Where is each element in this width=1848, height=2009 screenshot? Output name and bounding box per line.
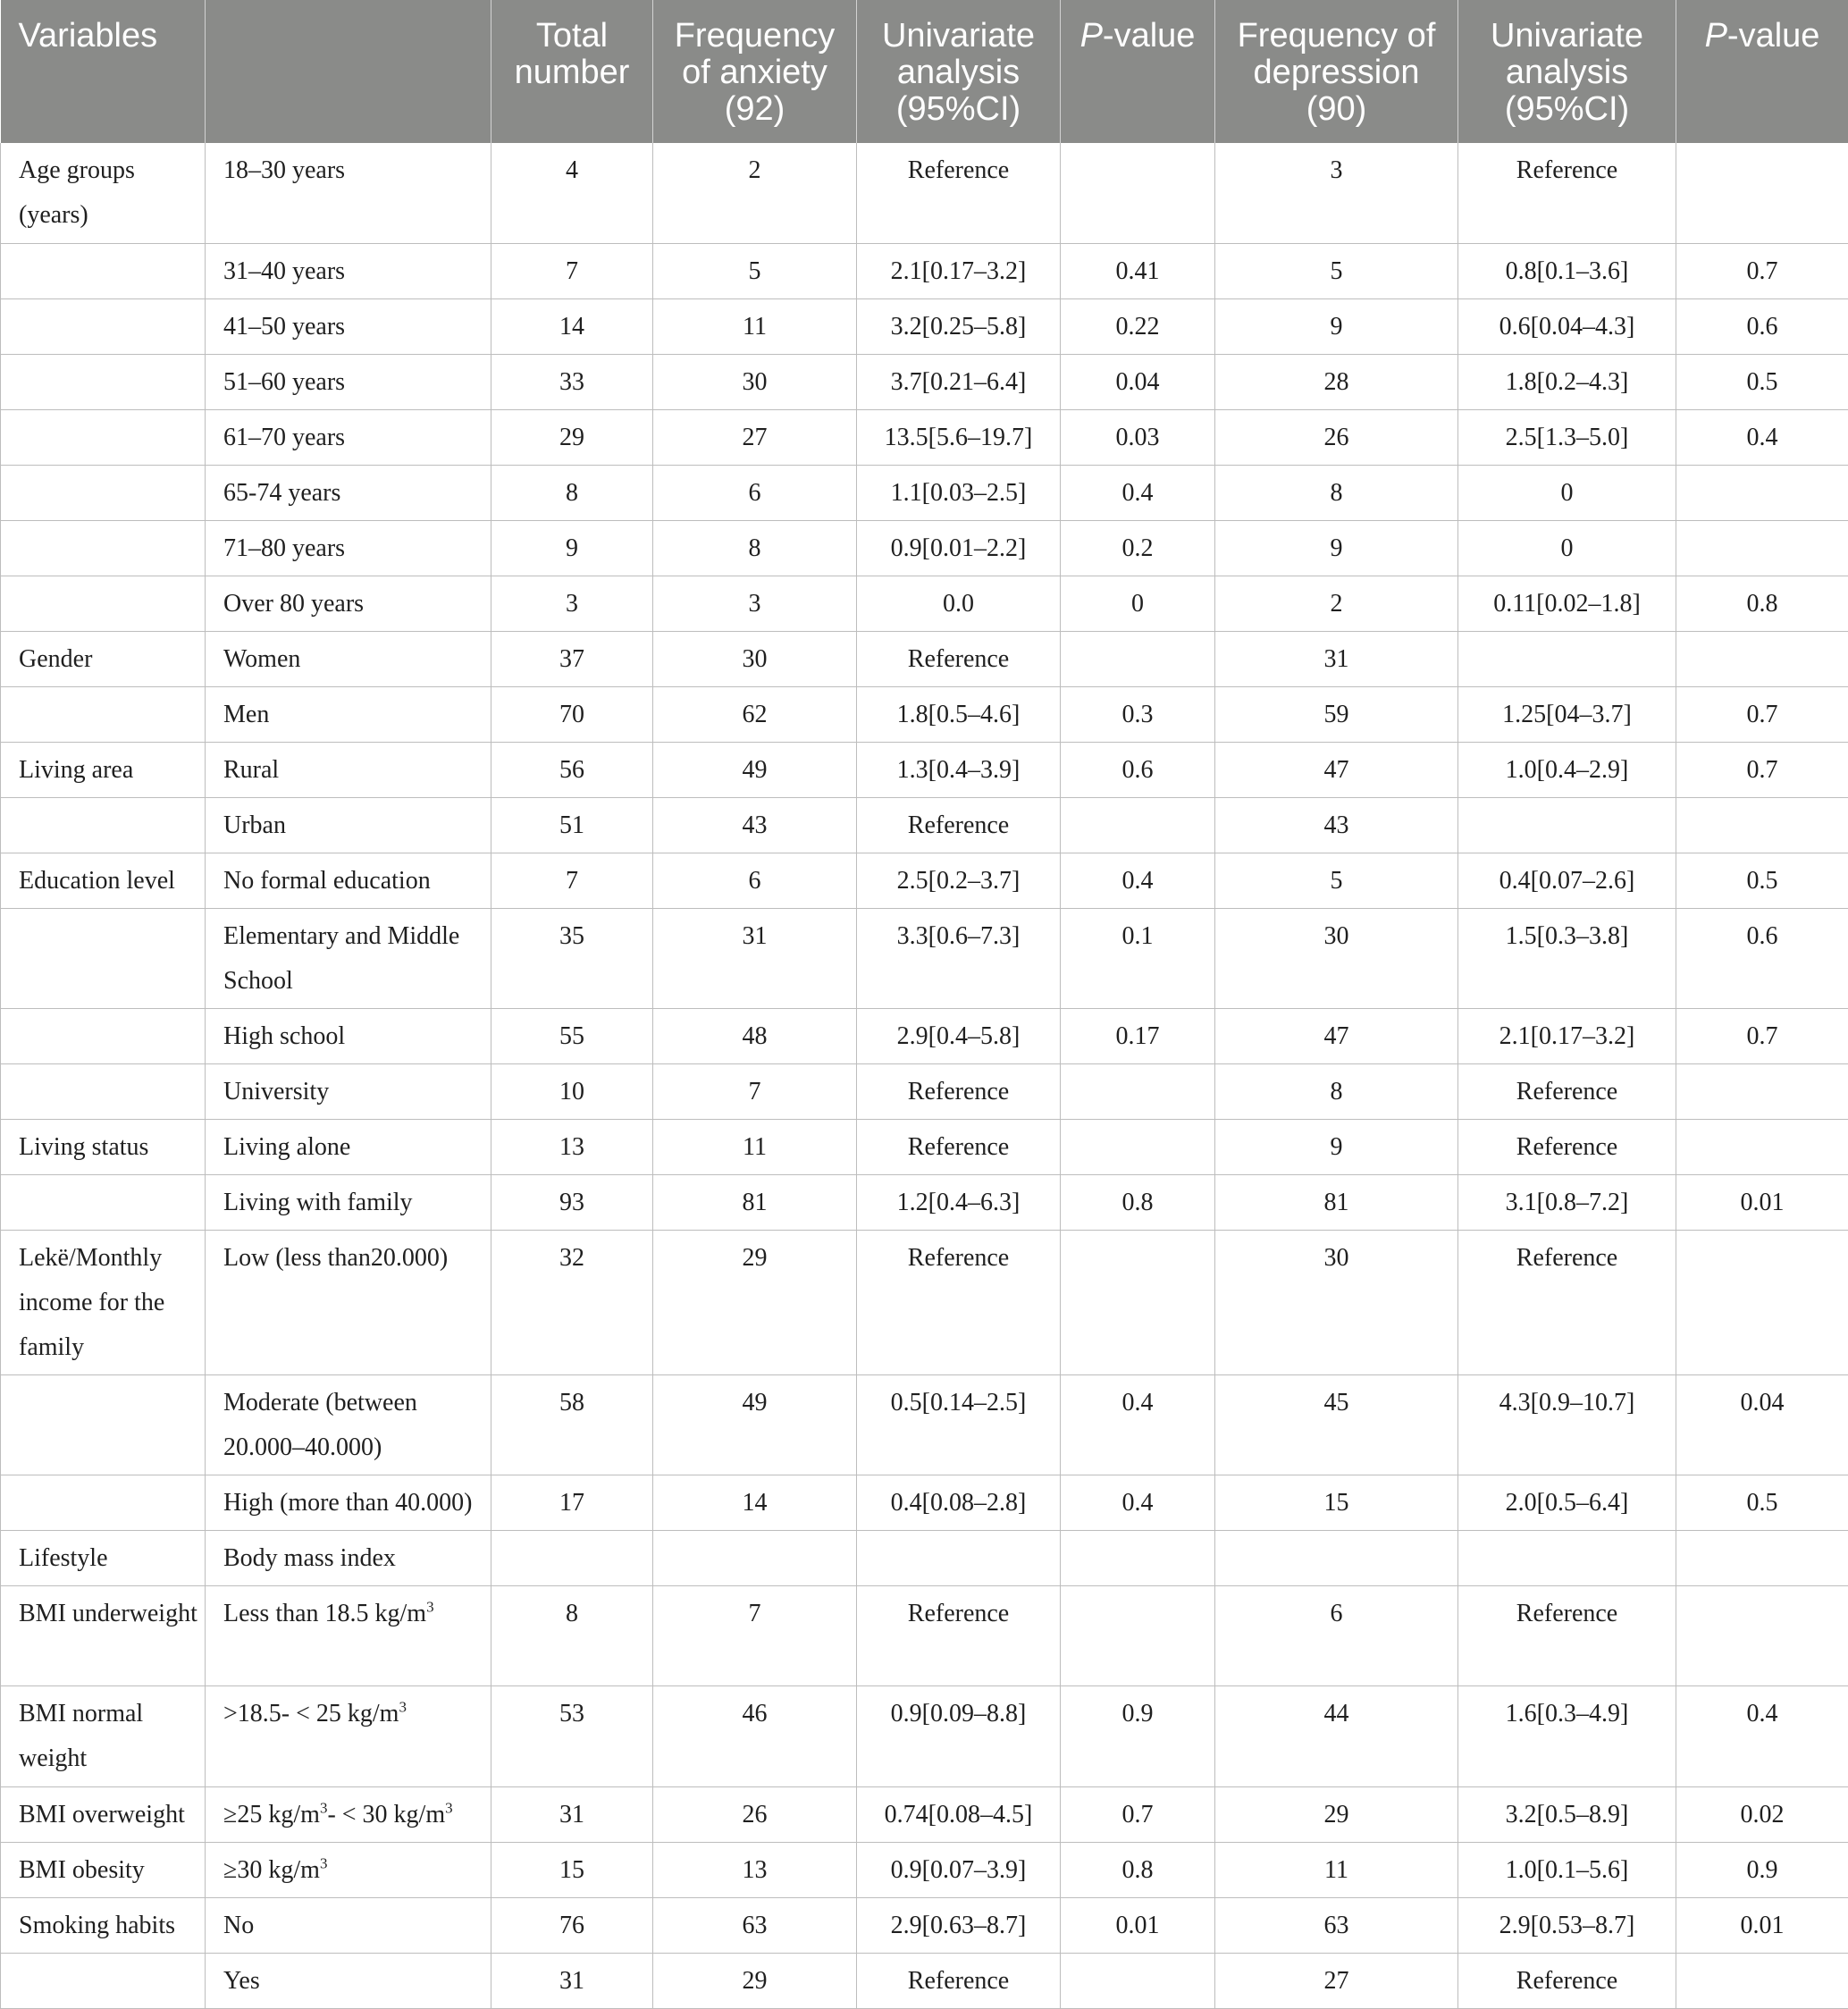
value-cell bbox=[1676, 1586, 1848, 1686]
variable-cell: BMI obesity bbox=[1, 1842, 206, 1897]
value-cell: Reference bbox=[857, 1064, 1061, 1120]
value-cell: 7 bbox=[653, 1064, 857, 1120]
value-cell: 30 bbox=[653, 354, 857, 409]
category-cell: 41–50 years bbox=[206, 298, 491, 354]
value-cell bbox=[1061, 797, 1215, 853]
value-cell: 70 bbox=[491, 686, 653, 742]
value-cell: 0.8 bbox=[1676, 576, 1848, 631]
table-row bbox=[1, 1120, 1848, 1175]
value-cell: 31 bbox=[491, 1786, 653, 1842]
category-cell: Women bbox=[206, 631, 491, 686]
value-cell: 7 bbox=[491, 243, 653, 298]
table-row bbox=[1, 1786, 1848, 1842]
variable-cell bbox=[1, 354, 206, 409]
value-cell: Reference bbox=[857, 1231, 1061, 1375]
category-cell: Body mass index bbox=[206, 1531, 491, 1586]
variable-cell bbox=[1, 1375, 206, 1475]
value-cell: Reference bbox=[1458, 1586, 1676, 1686]
value-cell: 47 bbox=[1215, 742, 1458, 797]
category-cell: 71–80 years bbox=[206, 520, 491, 576]
value-cell: 5 bbox=[653, 243, 857, 298]
value-cell: 8 bbox=[653, 520, 857, 576]
value-cell: 1.6[0.3–4.9] bbox=[1458, 1686, 1676, 1786]
value-cell: 45 bbox=[1215, 1375, 1458, 1475]
value-cell: Reference bbox=[857, 143, 1061, 243]
value-cell bbox=[1676, 143, 1848, 243]
value-cell: 7 bbox=[491, 853, 653, 908]
value-cell: 31 bbox=[491, 1953, 653, 2008]
value-cell bbox=[1061, 1120, 1215, 1175]
header-row bbox=[1, 0, 1848, 143]
value-cell: 49 bbox=[653, 742, 857, 797]
value-cell: 0.9[0.07–3.9] bbox=[857, 1842, 1061, 1897]
value-cell bbox=[1061, 1231, 1215, 1375]
value-cell: 10 bbox=[491, 1064, 653, 1120]
value-cell bbox=[1061, 1531, 1215, 1586]
value-cell: Reference bbox=[857, 631, 1061, 686]
variable-cell bbox=[1, 243, 206, 298]
value-cell: 2.9[0.53–8.7] bbox=[1458, 1897, 1676, 1953]
value-cell: 37 bbox=[491, 631, 653, 686]
variable-cell bbox=[1, 908, 206, 1008]
value-cell: Reference bbox=[857, 1953, 1061, 2008]
value-cell bbox=[1061, 631, 1215, 686]
value-cell: 6 bbox=[1215, 1586, 1458, 1686]
table-row bbox=[1, 143, 1848, 243]
value-cell: 13 bbox=[491, 1120, 653, 1175]
variable-cell: Smoking habits bbox=[1, 1897, 206, 1953]
value-cell: 2.9[0.4–5.8] bbox=[857, 1009, 1061, 1064]
value-cell: 1.3[0.4–3.9] bbox=[857, 742, 1061, 797]
value-cell bbox=[1458, 797, 1676, 853]
value-cell: 0.41 bbox=[1061, 243, 1215, 298]
category-cell: Moderate (between 20.000–40.000) bbox=[206, 1375, 491, 1475]
value-cell: 53 bbox=[491, 1686, 653, 1786]
value-cell: 0.5[0.14–2.5] bbox=[857, 1375, 1061, 1475]
category-cell: Less than 18.5 $kg/m^3$ bbox=[206, 1586, 491, 1686]
value-cell: 17 bbox=[491, 1475, 653, 1531]
value-cell: 4 bbox=[491, 143, 653, 243]
value-cell: 7 bbox=[653, 1586, 857, 1686]
category-cell: 65-74 years bbox=[206, 465, 491, 520]
value-cell: 0.01 bbox=[1061, 1897, 1215, 1953]
value-cell bbox=[491, 1531, 653, 1586]
variable-cell bbox=[1, 465, 206, 520]
value-cell: 2.5[0.2–3.7] bbox=[857, 853, 1061, 908]
variable-cell: Gender bbox=[1, 631, 206, 686]
value-cell: 0.01 bbox=[1676, 1175, 1848, 1231]
category-cell: Men bbox=[206, 686, 491, 742]
value-cell: 0 bbox=[1458, 520, 1676, 576]
value-cell: 2.5[1.3–5.0] bbox=[1458, 409, 1676, 465]
category-cell: High (more than 40.000) bbox=[206, 1475, 491, 1531]
value-cell: 0.4 bbox=[1676, 409, 1848, 465]
value-cell bbox=[1676, 1953, 1848, 2008]
value-cell: 2 bbox=[653, 143, 857, 243]
value-cell: Reference bbox=[1458, 1120, 1676, 1175]
value-cell: 4.3[0.9–10.7] bbox=[1458, 1375, 1676, 1475]
value-cell: 0.4 bbox=[1061, 465, 1215, 520]
category-cell: University bbox=[206, 1064, 491, 1120]
table-row bbox=[1, 520, 1848, 576]
variable-cell: Living area bbox=[1, 742, 206, 797]
value-cell: 0.8[0.1–3.6] bbox=[1458, 243, 1676, 298]
value-cell: 62 bbox=[653, 686, 857, 742]
value-cell: 8 bbox=[1215, 1064, 1458, 1120]
value-cell: 30 bbox=[653, 631, 857, 686]
value-cell: 0.4[0.07–2.6] bbox=[1458, 853, 1676, 908]
value-cell: 3.2[0.25–5.8] bbox=[857, 298, 1061, 354]
category-cell: 51–60 years bbox=[206, 354, 491, 409]
value-cell: 93 bbox=[491, 1175, 653, 1231]
value-cell: 5 bbox=[1215, 243, 1458, 298]
value-cell: 3.7[0.21–6.4] bbox=[857, 354, 1061, 409]
value-cell: 76 bbox=[491, 1897, 653, 1953]
value-cell: 9 bbox=[1215, 520, 1458, 576]
variable-cell bbox=[1, 520, 206, 576]
value-cell: 3 bbox=[1215, 143, 1458, 243]
variable-cell bbox=[1, 1009, 206, 1064]
value-cell: 0.9[0.09–8.8] bbox=[857, 1686, 1061, 1786]
value-cell: 26 bbox=[653, 1786, 857, 1842]
value-cell: 2.9[0.63–8.7] bbox=[857, 1897, 1061, 1953]
value-cell: Reference bbox=[1458, 1064, 1676, 1120]
value-cell bbox=[1061, 1586, 1215, 1686]
value-cell: 0.9[0.01–2.2] bbox=[857, 520, 1061, 576]
value-cell: 0.4 bbox=[1061, 853, 1215, 908]
value-cell: 32 bbox=[491, 1231, 653, 1375]
value-cell: 0.5 bbox=[1676, 853, 1848, 908]
value-cell: 58 bbox=[491, 1375, 653, 1475]
category-cell: No bbox=[206, 1897, 491, 1953]
value-cell: 6 bbox=[653, 465, 857, 520]
category-cell: >18.5- < 25 $kg/m^3$ bbox=[206, 1686, 491, 1786]
value-cell: 0.4 bbox=[1061, 1475, 1215, 1531]
value-cell: 3 bbox=[491, 576, 653, 631]
value-cell: Reference bbox=[1458, 1953, 1676, 2008]
variable-cell bbox=[1, 1953, 206, 2008]
value-cell: 0.7 bbox=[1676, 243, 1848, 298]
category-cell: ≥30 $kg/m^3$ bbox=[206, 1842, 491, 1897]
value-cell: 13 bbox=[653, 1842, 857, 1897]
value-cell: 33 bbox=[491, 354, 653, 409]
value-cell: 2 bbox=[1215, 576, 1458, 631]
variable-cell bbox=[1, 1475, 206, 1531]
value-cell bbox=[1676, 1231, 1848, 1375]
value-cell: 29 bbox=[1215, 1786, 1458, 1842]
value-cell: 0.5 bbox=[1676, 354, 1848, 409]
table-row bbox=[1, 1586, 1848, 1686]
variable-cell: Lifestyle bbox=[1, 1531, 206, 1586]
value-cell bbox=[1676, 631, 1848, 686]
value-cell: 0.7 bbox=[1676, 686, 1848, 742]
value-cell: 0.5 bbox=[1676, 1475, 1848, 1531]
value-cell bbox=[1061, 143, 1215, 243]
table-row bbox=[1, 298, 1848, 354]
value-cell: 0 bbox=[1061, 576, 1215, 631]
value-cell: 11 bbox=[653, 298, 857, 354]
column-header: P-value bbox=[1061, 0, 1215, 143]
value-cell: 59 bbox=[1215, 686, 1458, 742]
value-cell: 30 bbox=[1215, 908, 1458, 1008]
value-cell: 29 bbox=[653, 1953, 857, 2008]
category-cell: Low (less than20.000) bbox=[206, 1231, 491, 1375]
value-cell: Reference bbox=[857, 1586, 1061, 1686]
value-cell: 3.2[0.5–8.9] bbox=[1458, 1786, 1676, 1842]
column-header: Variables bbox=[1, 0, 206, 143]
table-row bbox=[1, 354, 1848, 409]
value-cell: 1.8[0.2–4.3] bbox=[1458, 354, 1676, 409]
variable-cell bbox=[1, 797, 206, 853]
value-cell: Reference bbox=[857, 797, 1061, 853]
table-row bbox=[1, 465, 1848, 520]
value-cell: 2.1[0.17–3.2] bbox=[857, 243, 1061, 298]
column-header: Frequency of anxiety (92) bbox=[653, 0, 857, 143]
value-cell: 0.9 bbox=[1676, 1842, 1848, 1897]
value-cell: 0.6 bbox=[1676, 298, 1848, 354]
value-cell: 49 bbox=[653, 1375, 857, 1475]
value-cell: 31 bbox=[1215, 631, 1458, 686]
category-cell: Over 80 years bbox=[206, 576, 491, 631]
value-cell: 3 bbox=[653, 576, 857, 631]
table-row bbox=[1, 797, 1848, 853]
value-cell: 2.0[0.5–6.4] bbox=[1458, 1475, 1676, 1531]
value-cell bbox=[1676, 1531, 1848, 1586]
value-cell: 43 bbox=[1215, 797, 1458, 853]
variable-cell bbox=[1, 1175, 206, 1231]
variable-cell bbox=[1, 1064, 206, 1120]
table-row bbox=[1, 853, 1848, 908]
value-cell: 0.22 bbox=[1061, 298, 1215, 354]
value-cell: 0.04 bbox=[1061, 354, 1215, 409]
table-row bbox=[1, 1009, 1848, 1064]
value-cell: 14 bbox=[491, 298, 653, 354]
value-cell: 0.2 bbox=[1061, 520, 1215, 576]
value-cell: 0.17 bbox=[1061, 1009, 1215, 1064]
table-body bbox=[1, 143, 1848, 2009]
value-cell: 35 bbox=[491, 908, 653, 1008]
table-row bbox=[1, 1175, 1848, 1231]
column-header: Univariate analysis (95%CI) bbox=[1458, 0, 1676, 143]
value-cell: 0.6 bbox=[1676, 908, 1848, 1008]
value-cell: 0 bbox=[1458, 465, 1676, 520]
value-cell bbox=[1458, 1531, 1676, 1586]
value-cell: 2.1[0.17–3.2] bbox=[1458, 1009, 1676, 1064]
value-cell: 8 bbox=[491, 465, 653, 520]
value-cell: 27 bbox=[1215, 1953, 1458, 2008]
table-row bbox=[1, 243, 1848, 298]
category-cell: 61–70 years bbox=[206, 409, 491, 465]
variable-cell bbox=[1, 576, 206, 631]
value-cell bbox=[1215, 1531, 1458, 1586]
table-row bbox=[1, 908, 1848, 1008]
value-cell: 26 bbox=[1215, 409, 1458, 465]
table-row bbox=[1, 1686, 1848, 1786]
value-cell: 15 bbox=[1215, 1475, 1458, 1531]
variable-cell bbox=[1, 298, 206, 354]
value-cell: 29 bbox=[491, 409, 653, 465]
value-cell: 1.5[0.3–3.8] bbox=[1458, 908, 1676, 1008]
value-cell: 11 bbox=[653, 1120, 857, 1175]
value-cell: 63 bbox=[1215, 1897, 1458, 1953]
category-cell: Elementary and Middle School bbox=[206, 908, 491, 1008]
value-cell: 48 bbox=[653, 1009, 857, 1064]
value-cell: 0.1 bbox=[1061, 908, 1215, 1008]
value-cell: 0.8 bbox=[1061, 1175, 1215, 1231]
value-cell: 0.9 bbox=[1061, 1686, 1215, 1786]
value-cell: 3.1[0.8–7.2] bbox=[1458, 1175, 1676, 1231]
value-cell: 56 bbox=[491, 742, 653, 797]
variable-cell bbox=[1, 409, 206, 465]
table-row bbox=[1, 1475, 1848, 1531]
value-cell: 28 bbox=[1215, 354, 1458, 409]
category-cell: No formal education bbox=[206, 853, 491, 908]
value-cell bbox=[1676, 1120, 1848, 1175]
category-cell: Rural bbox=[206, 742, 491, 797]
table-row bbox=[1, 409, 1848, 465]
value-cell: 29 bbox=[653, 1231, 857, 1375]
category-cell: Yes bbox=[206, 1953, 491, 2008]
variable-cell: Lekë/Monthly income for the family bbox=[1, 1231, 206, 1375]
value-cell: 1.25[04–3.7] bbox=[1458, 686, 1676, 742]
value-cell: 51 bbox=[491, 797, 653, 853]
value-cell: 63 bbox=[653, 1897, 857, 1953]
value-cell: 9 bbox=[1215, 1120, 1458, 1175]
value-cell bbox=[1676, 520, 1848, 576]
table-row bbox=[1, 742, 1848, 797]
value-cell bbox=[653, 1531, 857, 1586]
table-row bbox=[1, 1231, 1848, 1375]
value-cell: 3.3[0.6–7.3] bbox=[857, 908, 1061, 1008]
value-cell: 9 bbox=[1215, 298, 1458, 354]
value-cell: 31 bbox=[653, 908, 857, 1008]
value-cell: 0.0 bbox=[857, 576, 1061, 631]
value-cell: 0.4 bbox=[1061, 1375, 1215, 1475]
value-cell: 14 bbox=[653, 1475, 857, 1531]
column-header: P-value bbox=[1676, 0, 1848, 143]
value-cell bbox=[1676, 797, 1848, 853]
value-cell: 5 bbox=[1215, 853, 1458, 908]
value-cell: 0.11[0.02–1.8] bbox=[1458, 576, 1676, 631]
category-cell: Living alone bbox=[206, 1120, 491, 1175]
value-cell: 13.5[5.6–19.7] bbox=[857, 409, 1061, 465]
value-cell: 0.3 bbox=[1061, 686, 1215, 742]
value-cell: 0.4[0.08–2.8] bbox=[857, 1475, 1061, 1531]
variable-cell: BMI normal weight bbox=[1, 1686, 206, 1786]
value-cell: 0.03 bbox=[1061, 409, 1215, 465]
value-cell bbox=[1061, 1064, 1215, 1120]
value-cell: 30 bbox=[1215, 1231, 1458, 1375]
value-cell: 1.0[0.4–2.9] bbox=[1458, 742, 1676, 797]
value-cell: 15 bbox=[491, 1842, 653, 1897]
value-cell bbox=[1676, 465, 1848, 520]
value-cell bbox=[1061, 1953, 1215, 2008]
variable-cell bbox=[1, 686, 206, 742]
table-row bbox=[1, 1953, 1848, 2008]
value-cell: 81 bbox=[653, 1175, 857, 1231]
variable-cell: Age groups (years) bbox=[1, 143, 206, 243]
value-cell: 0.7 bbox=[1676, 742, 1848, 797]
value-cell: Reference bbox=[1458, 1231, 1676, 1375]
category-cell: Urban bbox=[206, 797, 491, 853]
value-cell bbox=[857, 1531, 1061, 1586]
value-cell: 8 bbox=[1215, 465, 1458, 520]
value-cell: 1.0[0.1–5.6] bbox=[1458, 1842, 1676, 1897]
value-cell: 0.6[0.04–4.3] bbox=[1458, 298, 1676, 354]
table-row bbox=[1, 686, 1848, 742]
value-cell: 0.01 bbox=[1676, 1897, 1848, 1953]
column-header: Total number bbox=[491, 0, 653, 143]
value-cell: 0.4 bbox=[1676, 1686, 1848, 1786]
value-cell: 0.02 bbox=[1676, 1786, 1848, 1842]
table-row bbox=[1, 631, 1848, 686]
value-cell: 9 bbox=[491, 520, 653, 576]
value-cell: 1.1[0.03–2.5] bbox=[857, 465, 1061, 520]
table-row bbox=[1, 1842, 1848, 1897]
value-cell: 43 bbox=[653, 797, 857, 853]
column-header: Univariate analysis (95%CI) bbox=[857, 0, 1061, 143]
column-header: Frequency of depression (90) bbox=[1215, 0, 1458, 143]
table-row bbox=[1, 1375, 1848, 1475]
table-row bbox=[1, 576, 1848, 631]
value-cell: 0.04 bbox=[1676, 1375, 1848, 1475]
value-cell: 44 bbox=[1215, 1686, 1458, 1786]
table-row bbox=[1, 1064, 1848, 1120]
value-cell: 46 bbox=[653, 1686, 857, 1786]
value-cell: 55 bbox=[491, 1009, 653, 1064]
variable-cell: Living status bbox=[1, 1120, 206, 1175]
value-cell: 1.8[0.5–4.6] bbox=[857, 686, 1061, 742]
value-cell: 0.74[0.08–4.5] bbox=[857, 1786, 1061, 1842]
value-cell: 27 bbox=[653, 409, 857, 465]
value-cell: 1.2[0.4–6.3] bbox=[857, 1175, 1061, 1231]
value-cell: Reference bbox=[1458, 143, 1676, 243]
column-header bbox=[206, 0, 491, 143]
value-cell bbox=[1676, 1064, 1848, 1120]
value-cell: 0.8 bbox=[1061, 1842, 1215, 1897]
value-cell: 8 bbox=[491, 1586, 653, 1686]
category-cell: High school bbox=[206, 1009, 491, 1064]
variable-cell: BMI underweight bbox=[1, 1586, 206, 1686]
value-cell: 0.7 bbox=[1676, 1009, 1848, 1064]
value-cell bbox=[1458, 631, 1676, 686]
table-row bbox=[1, 1531, 1848, 1586]
category-cell: ≥25 $kg/m^3- < 30$ $kg/m^3$ bbox=[206, 1786, 491, 1842]
variable-cell: Education level bbox=[1, 853, 206, 908]
value-cell: 11 bbox=[1215, 1842, 1458, 1897]
category-cell: 18–30 years bbox=[206, 143, 491, 243]
category-cell: Living with family bbox=[206, 1175, 491, 1231]
value-cell: 81 bbox=[1215, 1175, 1458, 1231]
variable-cell: BMI overweight bbox=[1, 1786, 206, 1842]
value-cell: 6 bbox=[653, 853, 857, 908]
value-cell: 47 bbox=[1215, 1009, 1458, 1064]
category-cell: 31–40 years bbox=[206, 243, 491, 298]
value-cell: 0.7 bbox=[1061, 1786, 1215, 1842]
table-row bbox=[1, 1897, 1848, 1953]
value-cell: 0.6 bbox=[1061, 742, 1215, 797]
value-cell: Reference bbox=[857, 1120, 1061, 1175]
